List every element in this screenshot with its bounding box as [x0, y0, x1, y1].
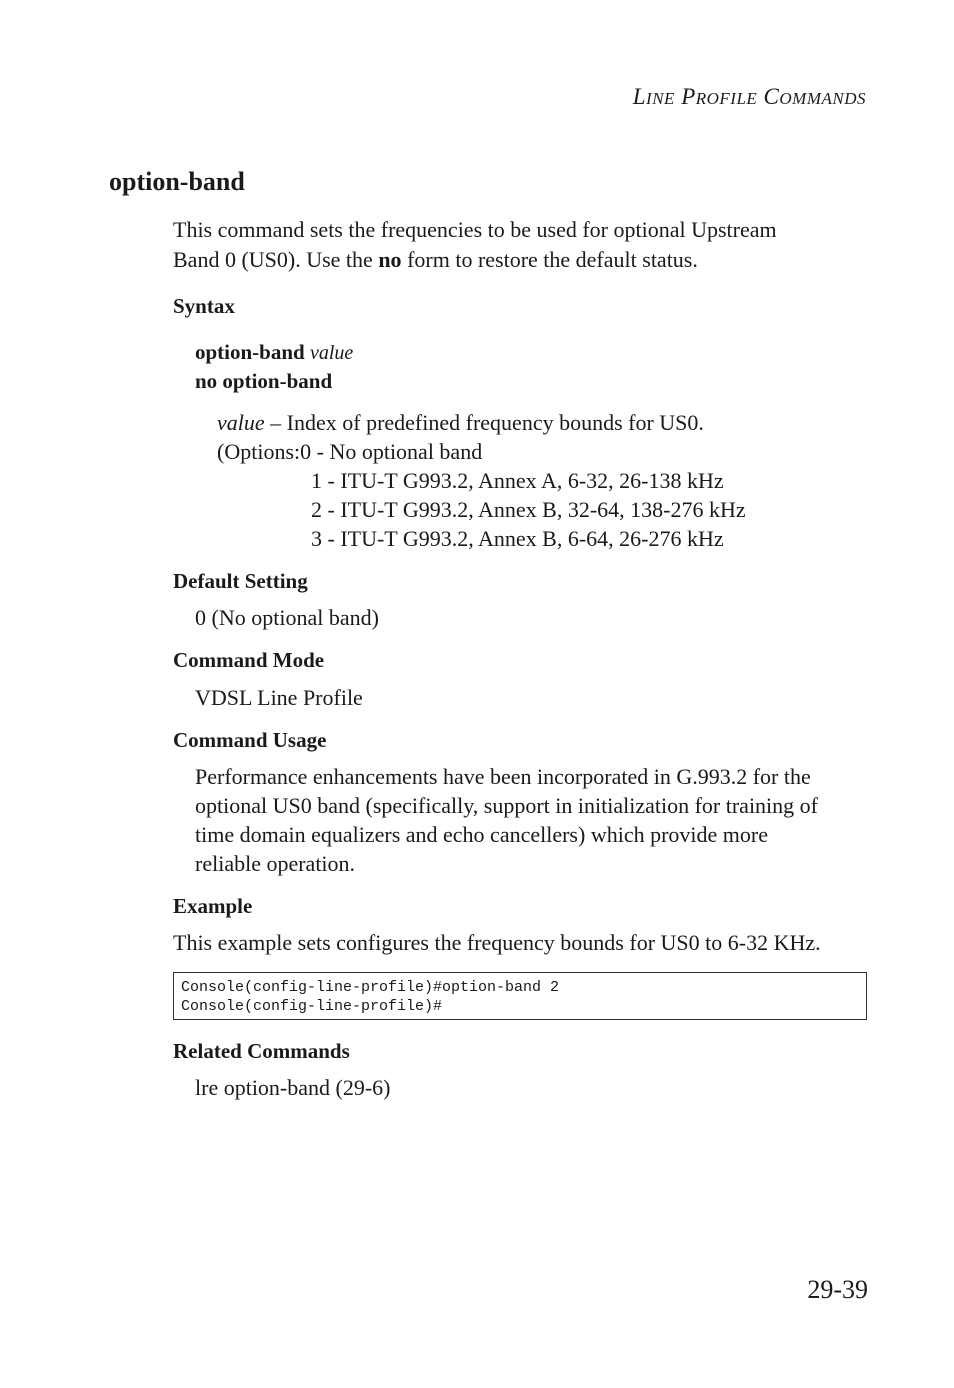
options-lead: (Options:0 - No optional band [217, 439, 483, 464]
param-desc: – Index of predefined frequency bounds for US0. [264, 410, 704, 435]
page-number: 29-39 [807, 1275, 868, 1304]
parameter-description [217, 408, 746, 553]
intro-text-b: form to restore the default status. [401, 247, 698, 272]
intro-line-1: This command sets the frequencies to be used for optional Upstream [173, 217, 777, 242]
syntax-heading: Syntax [173, 294, 235, 318]
param-name: value [217, 410, 265, 435]
header-rest-2: ROFILE [695, 89, 758, 108]
intro-text-a: Band 0 (US0). Use the [173, 247, 379, 272]
option-item: 2 - ITU-T G993.2, Annex B, 32-64, 138-276 kHz [311, 497, 746, 522]
usage-line: Performance enhancements have been incorporated in G.993.2 for the [195, 764, 811, 789]
syntax-cmd1-text: option-band [195, 340, 305, 364]
running-header [633, 84, 866, 110]
intro-bold: no [378, 247, 402, 272]
header-cap-3: C [763, 84, 780, 109]
default-setting-heading: Default Setting [173, 569, 308, 593]
related-commands-heading: Related Commands [173, 1039, 350, 1063]
syntax-command-2: no option-band [195, 369, 333, 393]
command-mode-text: VDSL Line Profile [195, 685, 363, 710]
page-title: option-band [109, 167, 245, 196]
option-item: 3 - ITU-T G993.2, Annex B, 6-64, 26-276 kHz [311, 526, 724, 551]
header-cap-1: L [632, 84, 647, 109]
syntax-command-1 [195, 340, 353, 365]
default-setting-text: 0 (No optional band) [195, 605, 379, 630]
intro-paragraph [173, 215, 777, 275]
related-commands-text: lre option-band (29-6) [195, 1075, 391, 1100]
usage-line: time domain equalizers and echo cancellers) which provide more [195, 822, 768, 847]
usage-line: optional US0 band (specifically, support in initialization for training of [195, 793, 818, 818]
param-line [217, 408, 746, 437]
command-usage-text [195, 762, 818, 878]
code-line: Console(config-line-profile)# [181, 998, 443, 1015]
header-rest-3: OMMANDS [779, 89, 866, 108]
option-item: 1 - ITU-T G993.2, Annex A, 6-32, 26-138 kHz [311, 468, 724, 493]
example-heading: Example [173, 894, 253, 918]
syntax-cmd1-arg: value [309, 342, 354, 364]
command-mode-heading: Command Mode [173, 648, 325, 672]
header-rest-1: INE [646, 89, 675, 108]
usage-line: reliable operation. [195, 851, 356, 876]
header-cap-2: P [681, 84, 696, 109]
command-usage-heading: Command Usage [173, 728, 327, 752]
intro-line-2 [173, 245, 777, 275]
code-example-box [173, 972, 867, 1020]
code-line: Console(config-line-profile)#option-band 2 [181, 979, 560, 996]
code-block [174, 973, 866, 1016]
example-text: This example sets configures the frequency bounds for US0 to 6-32 KHz. [173, 930, 821, 955]
options-list [217, 466, 746, 553]
